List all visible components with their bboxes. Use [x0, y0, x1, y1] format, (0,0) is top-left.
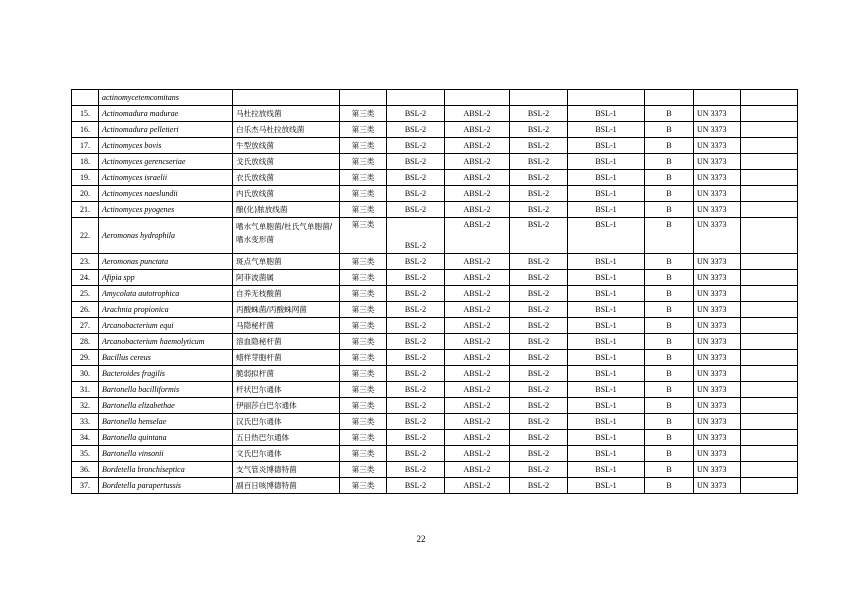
cell-latin-name: Bartonella bacilliformis [99, 382, 233, 398]
cell-col-7 [741, 170, 798, 186]
cell-col-1: BSL-2 [387, 154, 445, 170]
cell-col-3: BSL-2 [510, 446, 568, 462]
cell-latin-name: Bordetella bronchiseptica [99, 462, 233, 478]
table-row [72, 334, 798, 350]
cell-col-5: B [645, 430, 694, 446]
cell-hazard-class: 第三类 [340, 202, 387, 218]
cell-col-2: ABSL-2 [445, 138, 510, 154]
cell-chinese-name: 丙酸蛛菌/丙酸蛛网菌 [233, 302, 340, 318]
cell-chinese-name: 牛型放线菌 [233, 138, 340, 154]
cell-col-6: UN 3373 [694, 138, 741, 154]
cell-col-6: UN 3373 [694, 478, 741, 494]
cell-col-1 [387, 90, 445, 106]
cell-col-3: BSL-2 [510, 430, 568, 446]
cell-number: 27. [72, 318, 99, 334]
cell-col-7 [741, 430, 798, 446]
cell-chinese-name: 支气管炎博德特菌 [233, 462, 340, 478]
cell-hazard-class: 第三类 [340, 302, 387, 318]
cell-col-4: BSL-1 [568, 170, 645, 186]
cell-number: 31. [72, 382, 99, 398]
cell-col-5: B [645, 382, 694, 398]
cell-col-7 [741, 202, 798, 218]
cell-col-3: BSL-2 [510, 302, 568, 318]
cell-col-4: BSL-1 [568, 122, 645, 138]
cell-number: 17. [72, 138, 99, 154]
cell-chinese-name: 阿菲波菌属 [233, 270, 340, 286]
cell-col-5: B [645, 186, 694, 202]
cell-col-6: UN 3373 [694, 366, 741, 382]
cell-latin-name: Amycolata autotrophica [99, 286, 233, 302]
cell-col-7 [741, 446, 798, 462]
cell-chinese-name: 戈氏放线菌 [233, 154, 340, 170]
cell-col-1: BSL-2 [387, 286, 445, 302]
cell-hazard-class: 第三类 [340, 318, 387, 334]
table-row [72, 286, 798, 302]
cell-col-2: ABSL-2 [445, 302, 510, 318]
cell-hazard-class: 第三类 [340, 350, 387, 366]
cell-col-5: B [645, 154, 694, 170]
table-row [72, 366, 798, 382]
cell-col-3: BSL-2 [510, 186, 568, 202]
cell-number: 19. [72, 170, 99, 186]
cell-col-7 [741, 350, 798, 366]
cell-col-5: B [645, 446, 694, 462]
cell-col-1: BSL-2 [387, 302, 445, 318]
cell-col-4: BSL-1 [568, 218, 645, 254]
cell-number: 26. [72, 302, 99, 318]
table-row [72, 382, 798, 398]
table-row [72, 398, 798, 414]
cell-number: 24. [72, 270, 99, 286]
cell-chinese-name: 蜡样芽胞杆菌 [233, 350, 340, 366]
cell-col-2: ABSL-2 [445, 334, 510, 350]
cell-col-6: UN 3373 [694, 170, 741, 186]
cell-col-3: BSL-2 [510, 154, 568, 170]
cell-hazard-class: 第三类 [340, 398, 387, 414]
cell-col-4: BSL-1 [568, 186, 645, 202]
cell-latin-name: Aeromonas punctata [99, 254, 233, 270]
table-row [72, 462, 798, 478]
cell-col-1: BSL-2 [387, 106, 445, 122]
table-row [72, 254, 798, 270]
cell-col-2: ABSL-2 [445, 382, 510, 398]
cell-col-4: BSL-1 [568, 334, 645, 350]
cell-col-7 [741, 286, 798, 302]
cell-col-7 [741, 382, 798, 398]
table-row [72, 478, 798, 494]
cell-col-7 [741, 398, 798, 414]
cell-chinese-name: 自养无枝酸菌 [233, 286, 340, 302]
cell-col-4: BSL-1 [568, 138, 645, 154]
cell-col-2: ABSL-2 [445, 286, 510, 302]
table-row [72, 186, 798, 202]
cell-chinese-name: 脆弱拟杆菌 [233, 366, 340, 382]
cell-col-3: BSL-2 [510, 286, 568, 302]
cell-col-7 [741, 138, 798, 154]
cell-col-3: BSL-2 [510, 318, 568, 334]
cell-col-2: ABSL-2 [445, 366, 510, 382]
cell-col-1: BSL-2 [387, 218, 445, 254]
cell-col-1: BSL-2 [387, 366, 445, 382]
cell-col-4: BSL-1 [568, 414, 645, 430]
cell-col-4: BSL-1 [568, 462, 645, 478]
cell-col-3: BSL-2 [510, 254, 568, 270]
cell-col-7 [741, 270, 798, 286]
cell-number: 25. [72, 286, 99, 302]
cell-number: 15. [72, 106, 99, 122]
cell-col-4: BSL-1 [568, 446, 645, 462]
cell-col-5: B [645, 414, 694, 430]
cell-col-2: ABSL-2 [445, 414, 510, 430]
cell-col-5: B [645, 286, 694, 302]
cell-col-2 [445, 90, 510, 106]
table-row [72, 350, 798, 366]
cell-col-6: UN 3373 [694, 254, 741, 270]
cell-col-3: BSL-2 [510, 350, 568, 366]
cell-number: 18. [72, 154, 99, 170]
cell-latin-name: Actinomyces pyogenes [99, 202, 233, 218]
cell-col-1: BSL-2 [387, 446, 445, 462]
cell-col-6: UN 3373 [694, 462, 741, 478]
cell-col-4: BSL-1 [568, 270, 645, 286]
pathogen-classification-table [71, 89, 798, 494]
cell-col-7 [741, 302, 798, 318]
cell-col-5: B [645, 170, 694, 186]
cell-latin-name: Bartonella quintana [99, 430, 233, 446]
cell-latin-name: Actinomadura pelletieri [99, 122, 233, 138]
cell-col-6: UN 3373 [694, 186, 741, 202]
cell-col-1: BSL-2 [387, 138, 445, 154]
cell-number: 35. [72, 446, 99, 462]
cell-col-1: BSL-2 [387, 254, 445, 270]
table-row [72, 138, 798, 154]
cell-latin-name: Bacteroides fragilis [99, 366, 233, 382]
cell-col-7 [741, 254, 798, 270]
table-row [72, 430, 798, 446]
cell-latin-name: Bartonella elizabethae [99, 398, 233, 414]
cell-latin-name: Actinomyces naeslundii [99, 186, 233, 202]
cell-latin-name: Aeromonas hydrophila [99, 218, 233, 254]
cell-latin-name: Bacillus cereus [99, 350, 233, 366]
cell-col-1: BSL-2 [387, 318, 445, 334]
cell-col-4: BSL-1 [568, 398, 645, 414]
cell-number: 36. [72, 462, 99, 478]
cell-col-1: BSL-2 [387, 478, 445, 494]
cell-col-4: BSL-1 [568, 202, 645, 218]
cell-col-1: BSL-2 [387, 170, 445, 186]
cell-col-7 [741, 106, 798, 122]
cell-chinese-name: 酿(化)脓放线菌 [233, 202, 340, 218]
cell-chinese-name: 斑点气单胞菌 [233, 254, 340, 270]
cell-col-3: BSL-2 [510, 382, 568, 398]
cell-col-6: UN 3373 [694, 270, 741, 286]
cell-col-6: UN 3373 [694, 446, 741, 462]
table-row [72, 302, 798, 318]
cell-latin-name: Bartonella henselae [99, 414, 233, 430]
cell-col-6: UN 3373 [694, 430, 741, 446]
cell-col-5: B [645, 366, 694, 382]
cell-col-3: BSL-2 [510, 462, 568, 478]
cell-col-2: ABSL-2 [445, 202, 510, 218]
table-row [72, 122, 798, 138]
cell-hazard-class: 第三类 [340, 446, 387, 462]
cell-col-3: BSL-2 [510, 202, 568, 218]
cell-col-1: BSL-2 [387, 202, 445, 218]
cell-col-7 [741, 414, 798, 430]
cell-col-7 [741, 90, 798, 106]
cell-chinese-name: 副百日咳博德特菌 [233, 478, 340, 494]
cell-col-4: BSL-1 [568, 366, 645, 382]
cell-col-2: ABSL-2 [445, 218, 510, 254]
cell-col-6: UN 3373 [694, 202, 741, 218]
cell-col-7 [741, 122, 798, 138]
cell-col-3: BSL-2 [510, 398, 568, 414]
cell-col-4: BSL-1 [568, 318, 645, 334]
cell-col-5: B [645, 350, 694, 366]
cell-number: 22. [72, 218, 99, 254]
cell-col-3: BSL-2 [510, 478, 568, 494]
cell-col-3: BSL-2 [510, 122, 568, 138]
cell-col-2: ABSL-2 [445, 430, 510, 446]
cell-latin-name: actinomycetemcomitans [99, 90, 233, 106]
cell-col-5: B [645, 334, 694, 350]
cell-latin-name: Arachnia propionica [99, 302, 233, 318]
cell-col-4: BSL-1 [568, 382, 645, 398]
cell-col-5: B [645, 398, 694, 414]
cell-col-1: BSL-2 [387, 186, 445, 202]
cell-col-5: B [645, 254, 694, 270]
cell-col-3: BSL-2 [510, 366, 568, 382]
table-row [72, 170, 798, 186]
cell-col-5: B [645, 478, 694, 494]
cell-col-1: BSL-2 [387, 122, 445, 138]
cell-number: 37. [72, 478, 99, 494]
cell-chinese-name [233, 90, 340, 106]
table-row [72, 446, 798, 462]
cell-col-4: BSL-1 [568, 254, 645, 270]
cell-col-6: UN 3373 [694, 382, 741, 398]
cell-col-2: ABSL-2 [445, 106, 510, 122]
cell-col-3: BSL-2 [510, 170, 568, 186]
cell-col-6: UN 3373 [694, 154, 741, 170]
cell-chinese-name: 嗜水气单胞菌/杜氏气单胞菌/嗜水变形菌 [233, 218, 340, 254]
cell-col-1: BSL-2 [387, 350, 445, 366]
cell-col-4 [568, 90, 645, 106]
cell-col-5 [645, 90, 694, 106]
cell-col-4: BSL-1 [568, 302, 645, 318]
cell-col-2: ABSL-2 [445, 398, 510, 414]
cell-hazard-class: 第三类 [340, 186, 387, 202]
cell-chinese-name: 文氏巴尔通体 [233, 446, 340, 462]
cell-hazard-class: 第三类 [340, 138, 387, 154]
cell-hazard-class: 第三类 [340, 154, 387, 170]
cell-latin-name: Arcanobacterium equi [99, 318, 233, 334]
cell-latin-name: Actinomadura madurae [99, 106, 233, 122]
table-row [72, 106, 798, 122]
cell-number: 23. [72, 254, 99, 270]
cell-chinese-name: 杆状巴尔通体 [233, 382, 340, 398]
cell-col-6: UN 3373 [694, 350, 741, 366]
cell-col-7 [741, 478, 798, 494]
cell-col-2: ABSL-2 [445, 318, 510, 334]
cell-hazard-class: 第三类 [340, 334, 387, 350]
cell-number: 34. [72, 430, 99, 446]
cell-col-3: BSL-2 [510, 138, 568, 154]
table-row-continuation [72, 90, 798, 106]
table-row [72, 318, 798, 334]
cell-hazard-class [340, 90, 387, 106]
cell-hazard-class: 第三类 [340, 478, 387, 494]
cell-col-7 [741, 186, 798, 202]
cell-number: 29. [72, 350, 99, 366]
cell-col-3 [510, 90, 568, 106]
cell-latin-name: Actinomyces gerencseriae [99, 154, 233, 170]
cell-col-2: ABSL-2 [445, 254, 510, 270]
cell-chinese-name: 伊丽莎白巴尔通体 [233, 398, 340, 414]
cell-chinese-name: 五日热巴尔通体 [233, 430, 340, 446]
cell-col-4: BSL-1 [568, 154, 645, 170]
table-row [72, 202, 798, 218]
cell-col-7 [741, 366, 798, 382]
cell-hazard-class: 第三类 [340, 366, 387, 382]
cell-col-7 [741, 318, 798, 334]
cell-number: 16. [72, 122, 99, 138]
cell-col-7 [741, 154, 798, 170]
cell-col-2: ABSL-2 [445, 186, 510, 202]
cell-col-3: BSL-2 [510, 270, 568, 286]
cell-col-4: BSL-1 [568, 350, 645, 366]
cell-col-6 [694, 90, 741, 106]
cell-hazard-class: 第三类 [340, 170, 387, 186]
cell-hazard-class: 第三类 [340, 430, 387, 446]
cell-latin-name: Arcanobacterium haemolyticum [99, 334, 233, 350]
cell-col-5: B [645, 462, 694, 478]
cell-col-4: BSL-1 [568, 478, 645, 494]
cell-col-2: ABSL-2 [445, 122, 510, 138]
cell-col-5: B [645, 202, 694, 218]
cell-col-2: ABSL-2 [445, 270, 510, 286]
table-row [72, 414, 798, 430]
cell-col-3: BSL-2 [510, 414, 568, 430]
table-row [72, 154, 798, 170]
cell-col-1: BSL-2 [387, 334, 445, 350]
cell-latin-name: Afipia spp [99, 270, 233, 286]
cell-number: 20. [72, 186, 99, 202]
cell-col-2: ABSL-2 [445, 446, 510, 462]
cell-col-6: UN 3373 [694, 398, 741, 414]
cell-col-3: BSL-2 [510, 334, 568, 350]
cell-col-6: UN 3373 [694, 122, 741, 138]
table-row [72, 218, 798, 254]
cell-col-7 [741, 218, 798, 254]
cell-col-1: BSL-2 [387, 398, 445, 414]
cell-col-6: UN 3373 [694, 318, 741, 334]
cell-latin-name: Actinomyces bovis [99, 138, 233, 154]
cell-col-6: UN 3373 [694, 414, 741, 430]
cell-hazard-class: 第三类 [340, 218, 387, 254]
cell-number: 30. [72, 366, 99, 382]
cell-latin-name: Bartonella vinsonii [99, 446, 233, 462]
cell-col-3: BSL-2 [510, 218, 568, 254]
cell-col-1: BSL-2 [387, 382, 445, 398]
cell-col-5: B [645, 122, 694, 138]
cell-col-5: B [645, 106, 694, 122]
cell-chinese-name: 汉氏巴尔通体 [233, 414, 340, 430]
cell-col-5: B [645, 138, 694, 154]
cell-col-2: ABSL-2 [445, 350, 510, 366]
cell-col-1: BSL-2 [387, 430, 445, 446]
cell-col-7 [741, 462, 798, 478]
cell-chinese-name: 马杜拉放线菌 [233, 106, 340, 122]
cell-col-5: B [645, 218, 694, 254]
cell-hazard-class: 第三类 [340, 382, 387, 398]
cell-hazard-class: 第三类 [340, 106, 387, 122]
table-row [72, 270, 798, 286]
cell-col-5: B [645, 270, 694, 286]
cell-col-4: BSL-1 [568, 430, 645, 446]
cell-col-2: ABSL-2 [445, 170, 510, 186]
table-body [72, 90, 798, 494]
cell-col-1: BSL-2 [387, 414, 445, 430]
cell-col-4: BSL-1 [568, 286, 645, 302]
cell-latin-name: Bordetella parapertussis [99, 478, 233, 494]
cell-col-6: UN 3373 [694, 334, 741, 350]
cell-number: 21. [72, 202, 99, 218]
cell-latin-name: Actinomyces israelii [99, 170, 233, 186]
cell-col-2: ABSL-2 [445, 154, 510, 170]
cell-col-1: BSL-2 [387, 270, 445, 286]
cell-col-6: UN 3373 [694, 106, 741, 122]
cell-col-2: ABSL-2 [445, 462, 510, 478]
cell-hazard-class: 第三类 [340, 122, 387, 138]
cell-col-4: BSL-1 [568, 106, 645, 122]
cell-hazard-class: 第三类 [340, 414, 387, 430]
cell-col-6: UN 3373 [694, 302, 741, 318]
cell-col-2: ABSL-2 [445, 478, 510, 494]
cell-hazard-class: 第三类 [340, 254, 387, 270]
cell-number: 28. [72, 334, 99, 350]
cell-hazard-class: 第三类 [340, 286, 387, 302]
page-number: 22 [416, 534, 426, 544]
cell-col-5: B [645, 302, 694, 318]
cell-col-7 [741, 334, 798, 350]
cell-col-3: BSL-2 [510, 106, 568, 122]
cell-hazard-class: 第三类 [340, 462, 387, 478]
cell-hazard-class: 第三类 [340, 270, 387, 286]
cell-number: 32. [72, 398, 99, 414]
cell-chinese-name: 马隐秘杆菌 [233, 318, 340, 334]
cell-chinese-name: 白乐杰马杜拉放线菌 [233, 122, 340, 138]
cell-col-6: UN 3373 [694, 218, 741, 254]
cell-number: 33. [72, 414, 99, 430]
cell-col-6: UN 3373 [694, 286, 741, 302]
cell-col-5: B [645, 318, 694, 334]
cell-chinese-name: 内氏放线菌 [233, 186, 340, 202]
cell-col-1: BSL-2 [387, 462, 445, 478]
cell-number [72, 90, 99, 106]
cell-chinese-name: 衣氏放线菌 [233, 170, 340, 186]
cell-chinese-name: 溶血隐秘杆菌 [233, 334, 340, 350]
